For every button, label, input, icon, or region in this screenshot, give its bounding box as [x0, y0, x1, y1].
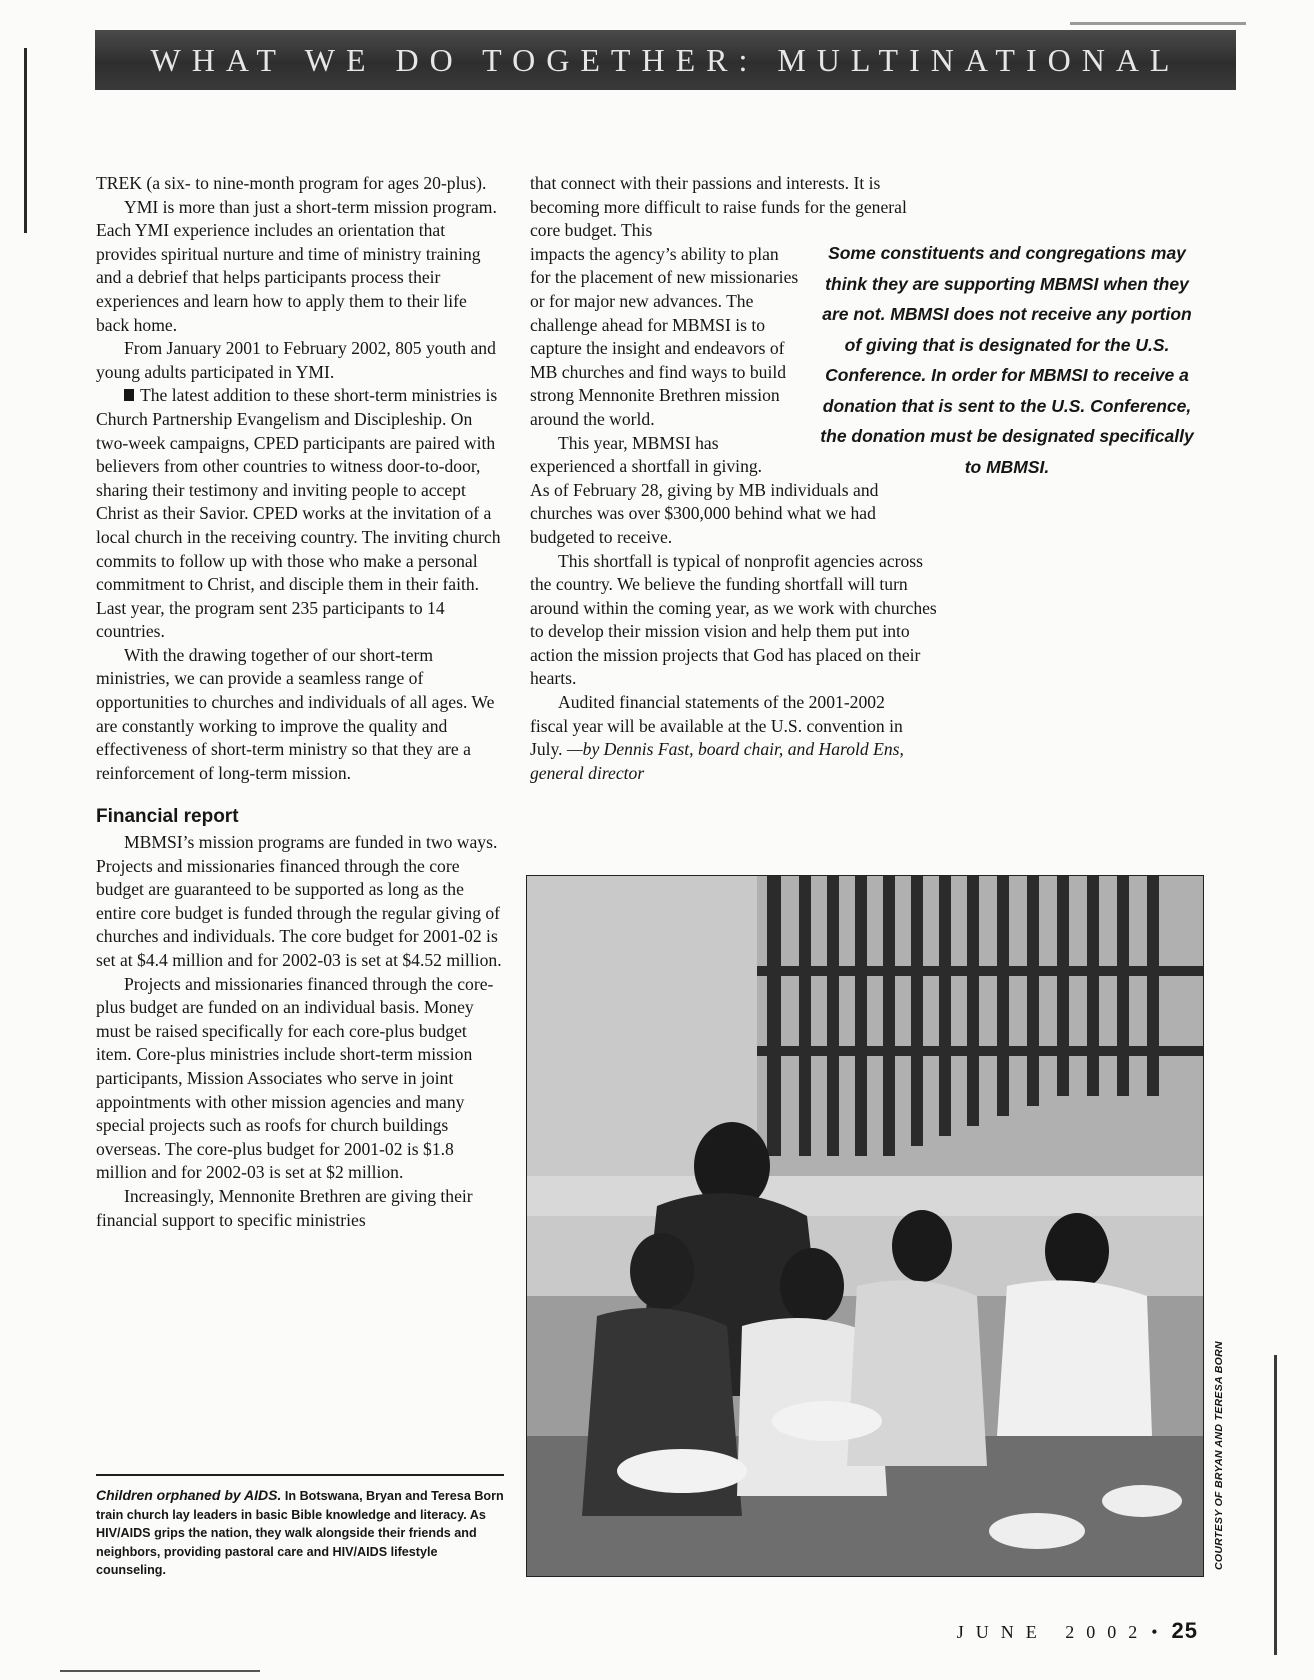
issue-date: JUNE 2002 [956, 1622, 1150, 1642]
bullet-separator: • [1151, 1622, 1158, 1642]
paragraph: From January 2001 to February 2002, 805 youth and young adults participated in YMI. [96, 338, 496, 382]
left-column [96, 172, 503, 1232]
paragraph-text: Audited financial statements of the 2001-2002 fiscal year will be available at the U.S. convention in July. [530, 692, 903, 760]
page-footer [900, 1618, 1198, 1644]
margin-rule-bottom [60, 1670, 260, 1672]
paragraph: With the drawing together of our short-term ministries, we can provide a seamless range of opportunities to churches and individuals of all ages. We are constantly working to improve the quality and effectiveness of short-term ministry so that they are a reinforcement of long-term mission. [96, 644, 495, 783]
photo-children [526, 875, 1204, 1577]
paragraph: TREK (a six- to nine-month program for ages 20-plus). [96, 173, 487, 193]
pull-quote: Some constituents and congregations may think they are supporting MBMSI when they are not. MBMSI does not receive any portion of giving that is designated for the U.S. Conference. In order for MBMSI to receive a donation that is sent to the U.S. Conference, the donation must be designated specifically to MBMSI. [820, 243, 1194, 477]
page-number: 25 [1171, 1618, 1198, 1643]
paragraph-text: The latest addition to these short-term ministries is Church Partnership Evangelism and Discipleship. On two-week campaigns, CPED participants are paired with believers from other countries to witness door-to-door, sharing their testimony and inviting people to accept Christ as their Savior. CPED works at the invitation of a local church in the receiving country. The inviting church commits to follow up with those who make a personal commitment to Christ, and disciple them in their faith. Last year, the program sent 235 participants to 14 countries. [96, 385, 501, 642]
paragraph: Projects and missionaries financed through the core-plus budget are funded on an individual basis. Money must be raised specifically for each core-plus budget item. Core-plus ministries include short-term mission participants, Mission Associates who serve in joint appointments with other mission agencies and many special projects such as roofs for church buildings overseas. The core-plus budget for 2001-02 is $1.8 million and for 2002-03 is set at $2 million. [96, 973, 494, 1183]
margin-rule-right [1274, 1355, 1277, 1655]
paragraph: This year, MBMSI has experienced a shortfall in giving. [530, 432, 763, 477]
paragraph [96, 384, 503, 644]
caption-lead: Children orphaned by AIDS. [96, 1487, 282, 1503]
caption-rule [96, 1474, 504, 1476]
children-photo-illustration [527, 876, 1203, 1576]
paragraph: impacts the agency’s ability to plan for the placement of new missionaries or for major new advances. The challenge ahead for MBMSI is to capture the insight and endeavors of MB churches and find ways to build strong Mennonite Brethren mission around the world. [530, 243, 799, 429]
paragraph: As of February 28, giving by MB individuals and churches was over $300,000 behind what we had budgeted to receive. [530, 479, 879, 547]
paragraph: that connect with their passions and interests. It is becoming more difficult to raise funds for the general core budget. This [530, 173, 907, 241]
byline: —by Dennis Fast, board chair, and Harold Ens, general director [530, 739, 904, 783]
paragraph: This shortfall is typical of nonprofit agencies across the country. We believe the funding shortfall will turn around within the coming year, as we work with churches to develop their mission vision and help them put into action the mission projects that God has placed on their hearts. [530, 550, 937, 689]
margin-rule-left [24, 48, 27, 233]
square-bullet-icon [124, 389, 134, 401]
paragraph: YMI is more than just a short-term mission program. Each YMI experience includes an orientation that provides spiritual nurture and time of ministry training and a debrief that helps participants process their experiences and learn how to apply them to their life back home. [96, 196, 497, 335]
paragraph: Increasingly, Mennonite Brethren are giving their financial support to specific ministries [96, 1185, 473, 1230]
paragraph [530, 691, 920, 785]
paragraph: MBMSI’s mission programs are funded in two ways. Projects and missionaries financed through the core budget are guaranteed to be supported as long as the entire core budget is funded through the regular giving of churches and individuals. The core budget for 2001-02 is set at $4.4 million and for 2002-03 is set at $4.52 million. [96, 832, 502, 970]
photo-caption [96, 1486, 506, 1580]
section-subhead: Financial report [96, 806, 239, 828]
caption-text: In Botswana, Bryan and Teresa Born train church lay leaders in basic Bible knowledge and literacy. As HIV/AIDS grips the nation, they walk alongside their friends and neighbors, providing pastoral care and HIV/AIDS lifestyle counseling. [96, 1489, 504, 1578]
margin-rule-top [1070, 22, 1246, 25]
section-banner: WHAT WE DO TOGETHER: MULTINATIONAL [95, 30, 1236, 90]
photo-credit: COURTESY OF BRYAN AND TERESA BORN [1213, 1341, 1225, 1570]
